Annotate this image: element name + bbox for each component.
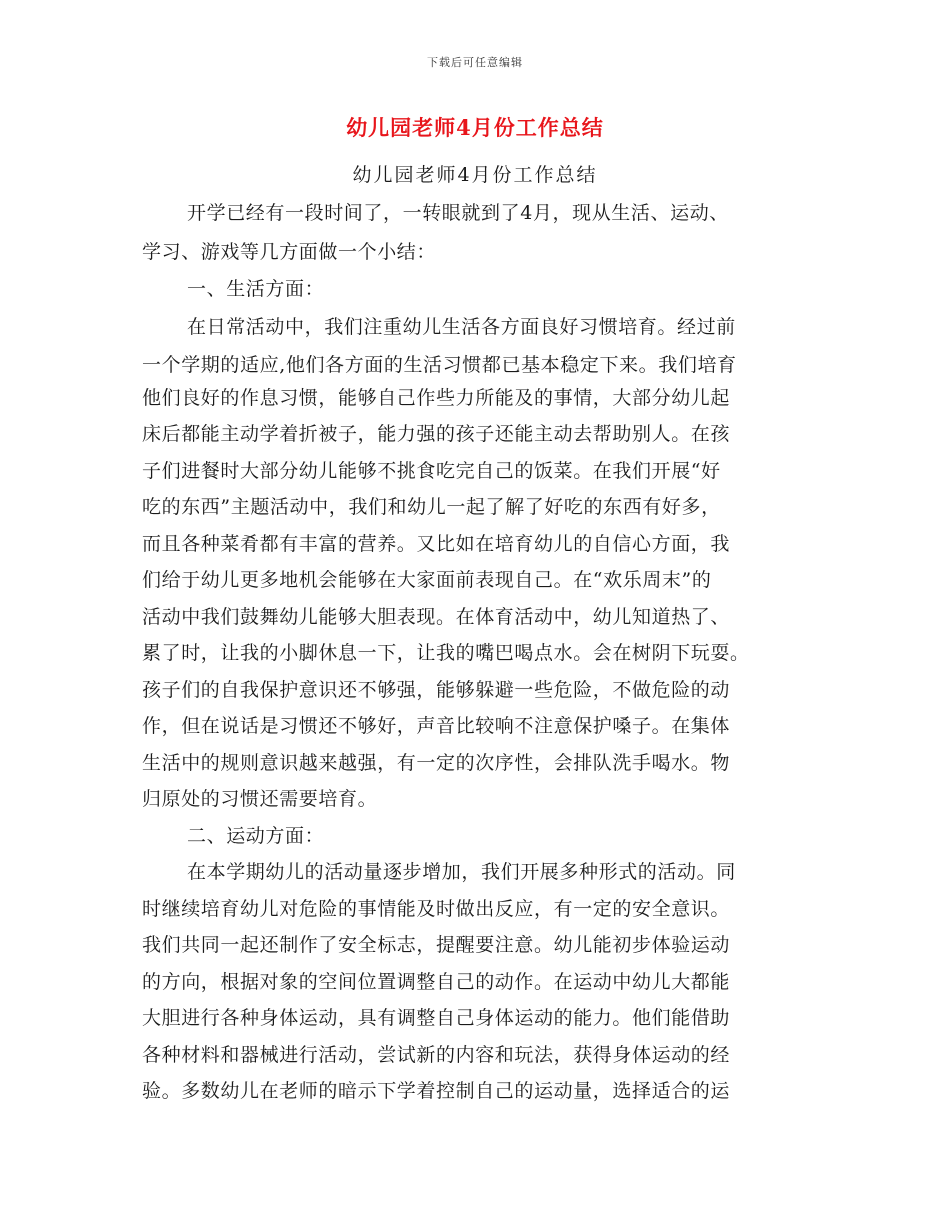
paragraph-line: 床后都能主动学着折被子，能力强的孩子还能主动去帮助别人。在孩 <box>142 423 731 445</box>
paragraph-line: 验。多数幼儿在老师的暗示下学着控制自己的运动量，选择适合的运 <box>142 1080 731 1102</box>
paragraph-line: 孩子们的自我保护意识还不够强，能够躲避一些危险，不做危险的动 <box>142 679 731 701</box>
paragraph-line: 归原处的习惯还需要培育。 <box>142 788 378 810</box>
paragraph-line: 吃的东西”主题活动中，我们和幼儿一起了解了好吃的东西有好多， <box>142 496 721 518</box>
paragraph-line: 累了时，让我的小脚休息一下，让我的嘴巴喝点水。会在树阴下玩耍。 <box>142 642 750 664</box>
paragraph-line: 作，但在说话是习惯还不够好，声音比较响不注意保护嗓子。在集体 <box>142 715 731 737</box>
paragraph-line: 学习、游戏等几方面做一个小结： <box>142 241 437 263</box>
paragraph-line: 时继续培育幼儿对危险的事情能及时做出反应，有一定的安全意识。 <box>142 898 731 920</box>
paragraph-line: 他们良好的作息习惯，能够自己作些力所能及的事情，大部分幼儿起 <box>142 387 731 409</box>
section-heading: 二、运动方面： <box>187 825 325 847</box>
header-note: 下载后可任意编辑 <box>427 56 523 69</box>
paragraph-line: 我们共同一起还制作了安全标志，提醒要注意。幼儿能初步体验运动 <box>142 934 731 956</box>
paragraph-line: 子们进餐时大部分幼儿能够不挑食吃完自己的饭菜。在我们开展“好 <box>142 460 721 482</box>
paragraph-line: 大胆进行各种身体运动，具有调整自己身体运动的能力。他们能借助 <box>142 1007 731 1029</box>
paragraph-line: 在本学期幼儿的活动量逐步增加，我们开展多种形式的活动。同 <box>187 861 736 883</box>
document-subtitle: 幼儿园老师4月份工作总结 <box>352 164 598 186</box>
paragraph-line: 而且各种菜肴都有丰富的营养。又比如在培育幼儿的自信心方面，我 <box>142 533 731 555</box>
paragraph-line: 各种材料和器械进行活动，尝试新的内容和玩法，获得身体运动的经 <box>142 1044 731 1066</box>
paragraph-line: 活动中我们鼓舞幼儿能够大胆表现。在体育活动中，幼儿知道热了、 <box>142 606 731 628</box>
paragraph-line: 们给于幼儿更多地机会能够在大家面前表现自己。在“欢乐周末”的 <box>142 569 712 591</box>
document-title: 幼儿园老师4月份工作总结 <box>346 115 604 140</box>
paragraph-line: 在日常活动中，我们注重幼儿生活各方面良好习惯培育。经过前 <box>187 316 736 338</box>
paragraph-line: 生活中的规则意识越来越强，有一定的次序性，会排队洗手喝水。物 <box>142 752 731 774</box>
paragraph-line: 的方向，根据对象的空间位置调整自己的动作。在运动中幼儿大都能 <box>142 971 731 993</box>
section-heading: 一、生活方面： <box>187 278 325 300</box>
paragraph-line: 开学已经有一段时间了，一转眼就到了4月，现从生活、运动、 <box>187 202 729 224</box>
paragraph-line: 一个学期的适应,他们各方面的生活习惯都已基本稳定下来。我们培育 <box>142 354 737 376</box>
